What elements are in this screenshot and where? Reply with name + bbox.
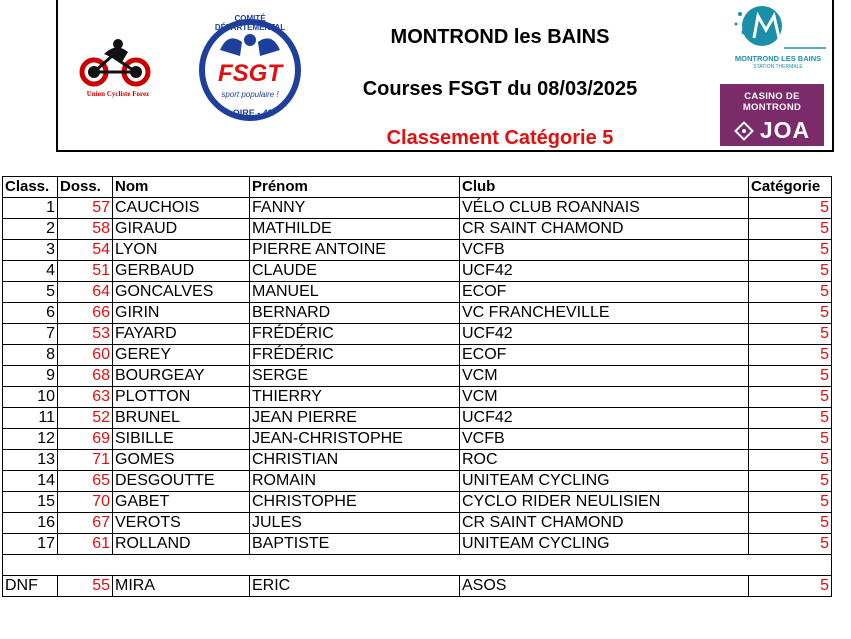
- cell-prenom: PIERRE ANTOINE: [250, 240, 460, 261]
- cell-prenom: SERGE: [250, 366, 460, 387]
- cell-class: 5: [3, 282, 58, 303]
- table-row: [3, 471, 832, 492]
- header-nom: Nom: [113, 177, 250, 198]
- fsgt-tagline: sport populaire !: [221, 90, 279, 99]
- table-row: [3, 198, 832, 219]
- ucf-logo: [78, 34, 158, 100]
- cell-prenom: MANUEL: [250, 282, 460, 303]
- cell-prenom: FRÉDÉRIC: [250, 345, 460, 366]
- cell-class: 2: [3, 219, 58, 240]
- cell-nom: GEREY: [113, 345, 250, 366]
- separator-row: [3, 555, 832, 576]
- cell-prenom: CHRISTOPHE: [250, 492, 460, 513]
- cell-doss: 68: [58, 366, 113, 387]
- cell-cat: 5: [749, 576, 832, 597]
- cell-club: UCF42: [460, 324, 749, 345]
- cell-doss: 65: [58, 471, 113, 492]
- cell-class: 16: [3, 513, 58, 534]
- cell-nom: GERBAUD: [113, 261, 250, 282]
- cell-nom: ROLLAND: [113, 534, 250, 555]
- cell-cat: 5: [749, 387, 832, 408]
- table-row: [3, 261, 832, 282]
- cell-club: VCFB: [460, 240, 749, 261]
- results-table: [2, 176, 832, 597]
- table-row: [3, 219, 832, 240]
- cell-cat: 5: [749, 303, 832, 324]
- table-row: [3, 282, 832, 303]
- table-row: [3, 492, 832, 513]
- cell-prenom: CHRISTIAN: [250, 450, 460, 471]
- cell-nom: GIRIN: [113, 303, 250, 324]
- cell-class: 11: [3, 408, 58, 429]
- cell-cat: 5: [749, 240, 832, 261]
- header-doss: Doss.: [58, 177, 113, 198]
- table-row: [3, 534, 832, 555]
- cell-doss: 61: [58, 534, 113, 555]
- cell-doss: 53: [58, 324, 113, 345]
- cell-class: 7: [3, 324, 58, 345]
- cell-doss: 69: [58, 429, 113, 450]
- category-title: Classement Catégorie 5: [386, 127, 614, 149]
- cell-cat: 5: [749, 450, 832, 471]
- cell-nom: BOURGEAY: [113, 366, 250, 387]
- cell-class: 12: [3, 429, 58, 450]
- cell-club: ROC: [460, 450, 749, 471]
- separator-cell: [250, 555, 460, 576]
- cell-class: 13: [3, 450, 58, 471]
- cell-doss: 64: [58, 282, 113, 303]
- cell-doss: 58: [58, 219, 113, 240]
- cell-doss: 70: [58, 492, 113, 513]
- cell-cat: 5: [749, 429, 832, 450]
- page-subtitle: Courses FSGT du 08/03/2025: [362, 78, 638, 100]
- mlb-subtext: STATION THERMALE: [753, 64, 803, 70]
- cell-club: ECOF: [460, 345, 749, 366]
- cell-prenom: BERNARD: [250, 303, 460, 324]
- cell-class: 8: [3, 345, 58, 366]
- cell-prenom: ERIC: [250, 576, 460, 597]
- header-club: Club: [460, 177, 749, 198]
- cell-nom: PLOTTON: [113, 387, 250, 408]
- cell-prenom: MATHILDE: [250, 219, 460, 240]
- cell-nom: GIRAUD: [113, 219, 250, 240]
- cell-cat: 5: [749, 513, 832, 534]
- cell-class: 4: [3, 261, 58, 282]
- joa-casino-text: CASINO DE MONTROND: [742, 91, 802, 113]
- cell-nom: DESGOUTTE: [113, 471, 250, 492]
- header-titles: [335, 0, 665, 152]
- cell-nom: BRUNEL: [113, 408, 250, 429]
- fsgt-ring-bottom: LOIRE - 42: [227, 108, 273, 118]
- cell-doss: 60: [58, 345, 113, 366]
- table-row: [3, 240, 832, 261]
- cell-club: VCFB: [460, 429, 749, 450]
- table-row: [3, 324, 832, 345]
- cell-club: CR SAINT CHAMOND: [460, 513, 749, 534]
- cell-cat: 5: [749, 282, 832, 303]
- cell-nom: FAYARD: [113, 324, 250, 345]
- cell-doss: 57: [58, 198, 113, 219]
- header-prenom: Prénom: [250, 177, 460, 198]
- table-row: [3, 429, 832, 450]
- cell-prenom: ROMAIN: [250, 471, 460, 492]
- cell-prenom: JULES: [250, 513, 460, 534]
- table-body: [3, 198, 832, 597]
- cell-prenom: THIERRY: [250, 387, 460, 408]
- fsgt-logo: [198, 10, 302, 128]
- cell-class: DNF: [3, 576, 58, 597]
- cell-prenom: JEAN-CHRISTOPHE: [250, 429, 460, 450]
- cell-class: 10: [3, 387, 58, 408]
- joa-word: JOA: [759, 117, 811, 143]
- cell-doss: 51: [58, 261, 113, 282]
- cell-prenom: BAPTISTE: [250, 534, 460, 555]
- cell-club: UCF42: [460, 261, 749, 282]
- cell-club: ECOF: [460, 282, 749, 303]
- cell-doss: 67: [58, 513, 113, 534]
- cell-club: ASOS: [460, 576, 749, 597]
- cell-class: 6: [3, 303, 58, 324]
- separator-cell: [3, 555, 58, 576]
- cell-doss: 55: [58, 576, 113, 597]
- fsgt-main-text: FSGT: [218, 60, 282, 87]
- cell-club: VCM: [460, 387, 749, 408]
- separator-cell: [58, 555, 113, 576]
- separator-cell: [113, 555, 250, 576]
- montrond-m-icon: [728, 2, 828, 52]
- cell-cat: 5: [749, 534, 832, 555]
- joa-diamond-icon: [734, 121, 754, 141]
- cell-nom: VEROTS: [113, 513, 250, 534]
- cell-cat: 5: [749, 324, 832, 345]
- cell-cat: 5: [749, 345, 832, 366]
- mlb-text: MONTROND LES BAINS: [734, 54, 822, 63]
- table-row: [3, 345, 832, 366]
- cell-nom: MIRA: [113, 576, 250, 597]
- table-row: [3, 366, 832, 387]
- cell-class: 3: [3, 240, 58, 261]
- cell-class: 14: [3, 471, 58, 492]
- cell-club: UNITEAM CYCLING: [460, 471, 749, 492]
- table-row: [3, 513, 832, 534]
- cell-club: VÉLO CLUB ROANNAIS: [460, 198, 749, 219]
- cell-cat: 5: [749, 219, 832, 240]
- cell-cat: 5: [749, 198, 832, 219]
- fsgt-ring-top: COMITÉ DÉPARTEMENTAL: [214, 14, 286, 32]
- table-row: [3, 387, 832, 408]
- header-class: Class.: [3, 177, 58, 198]
- cell-nom: SIBILLE: [113, 429, 250, 450]
- ucf-logo-text: Union Cycliste Forez: [86, 90, 150, 98]
- cell-class: 9: [3, 366, 58, 387]
- cell-nom: GOMES: [113, 450, 250, 471]
- table-header-row: [3, 177, 832, 198]
- page-title: MONTROND les BAINS: [390, 26, 610, 48]
- header-categorie: Catégorie: [749, 177, 832, 198]
- cell-nom: CAUCHOIS: [113, 198, 250, 219]
- montrond-les-bains-logo: [728, 2, 828, 78]
- cell-club: VC FRANCHEVILLE: [460, 303, 749, 324]
- table-row: [3, 450, 832, 471]
- table-row: [3, 408, 832, 429]
- casino-joa-logo: [720, 84, 824, 146]
- cell-nom: LYON: [113, 240, 250, 261]
- cell-cat: 5: [749, 366, 832, 387]
- cell-club: UNITEAM CYCLING: [460, 534, 749, 555]
- cell-club: UCF42: [460, 408, 749, 429]
- cell-prenom: JEAN PIERRE: [250, 408, 460, 429]
- cell-cat: 5: [749, 408, 832, 429]
- separator-cell: [460, 555, 749, 576]
- cell-club: VCM: [460, 366, 749, 387]
- cell-prenom: CLAUDE: [250, 261, 460, 282]
- cell-doss: 66: [58, 303, 113, 324]
- cell-doss: 71: [58, 450, 113, 471]
- cell-doss: 52: [58, 408, 113, 429]
- cell-cat: 5: [749, 471, 832, 492]
- table-row: [3, 303, 832, 324]
- cell-class: 17: [3, 534, 58, 555]
- cell-class: 15: [3, 492, 58, 513]
- cell-cat: 5: [749, 492, 832, 513]
- cell-nom: GABET: [113, 492, 250, 513]
- cell-nom: GONCALVES: [113, 282, 250, 303]
- cell-doss: 63: [58, 387, 113, 408]
- cell-prenom: FRÉDÉRIC: [250, 324, 460, 345]
- cell-prenom: FANNY: [250, 198, 460, 219]
- cell-club: CYCLO RIDER NEULISIEN: [460, 492, 749, 513]
- cell-doss: 54: [58, 240, 113, 261]
- cell-class: 1: [3, 198, 58, 219]
- separator-cell: [749, 555, 832, 576]
- cell-club: CR SAINT CHAMOND: [460, 219, 749, 240]
- cell-cat: 5: [749, 261, 832, 282]
- table-row: [3, 576, 832, 597]
